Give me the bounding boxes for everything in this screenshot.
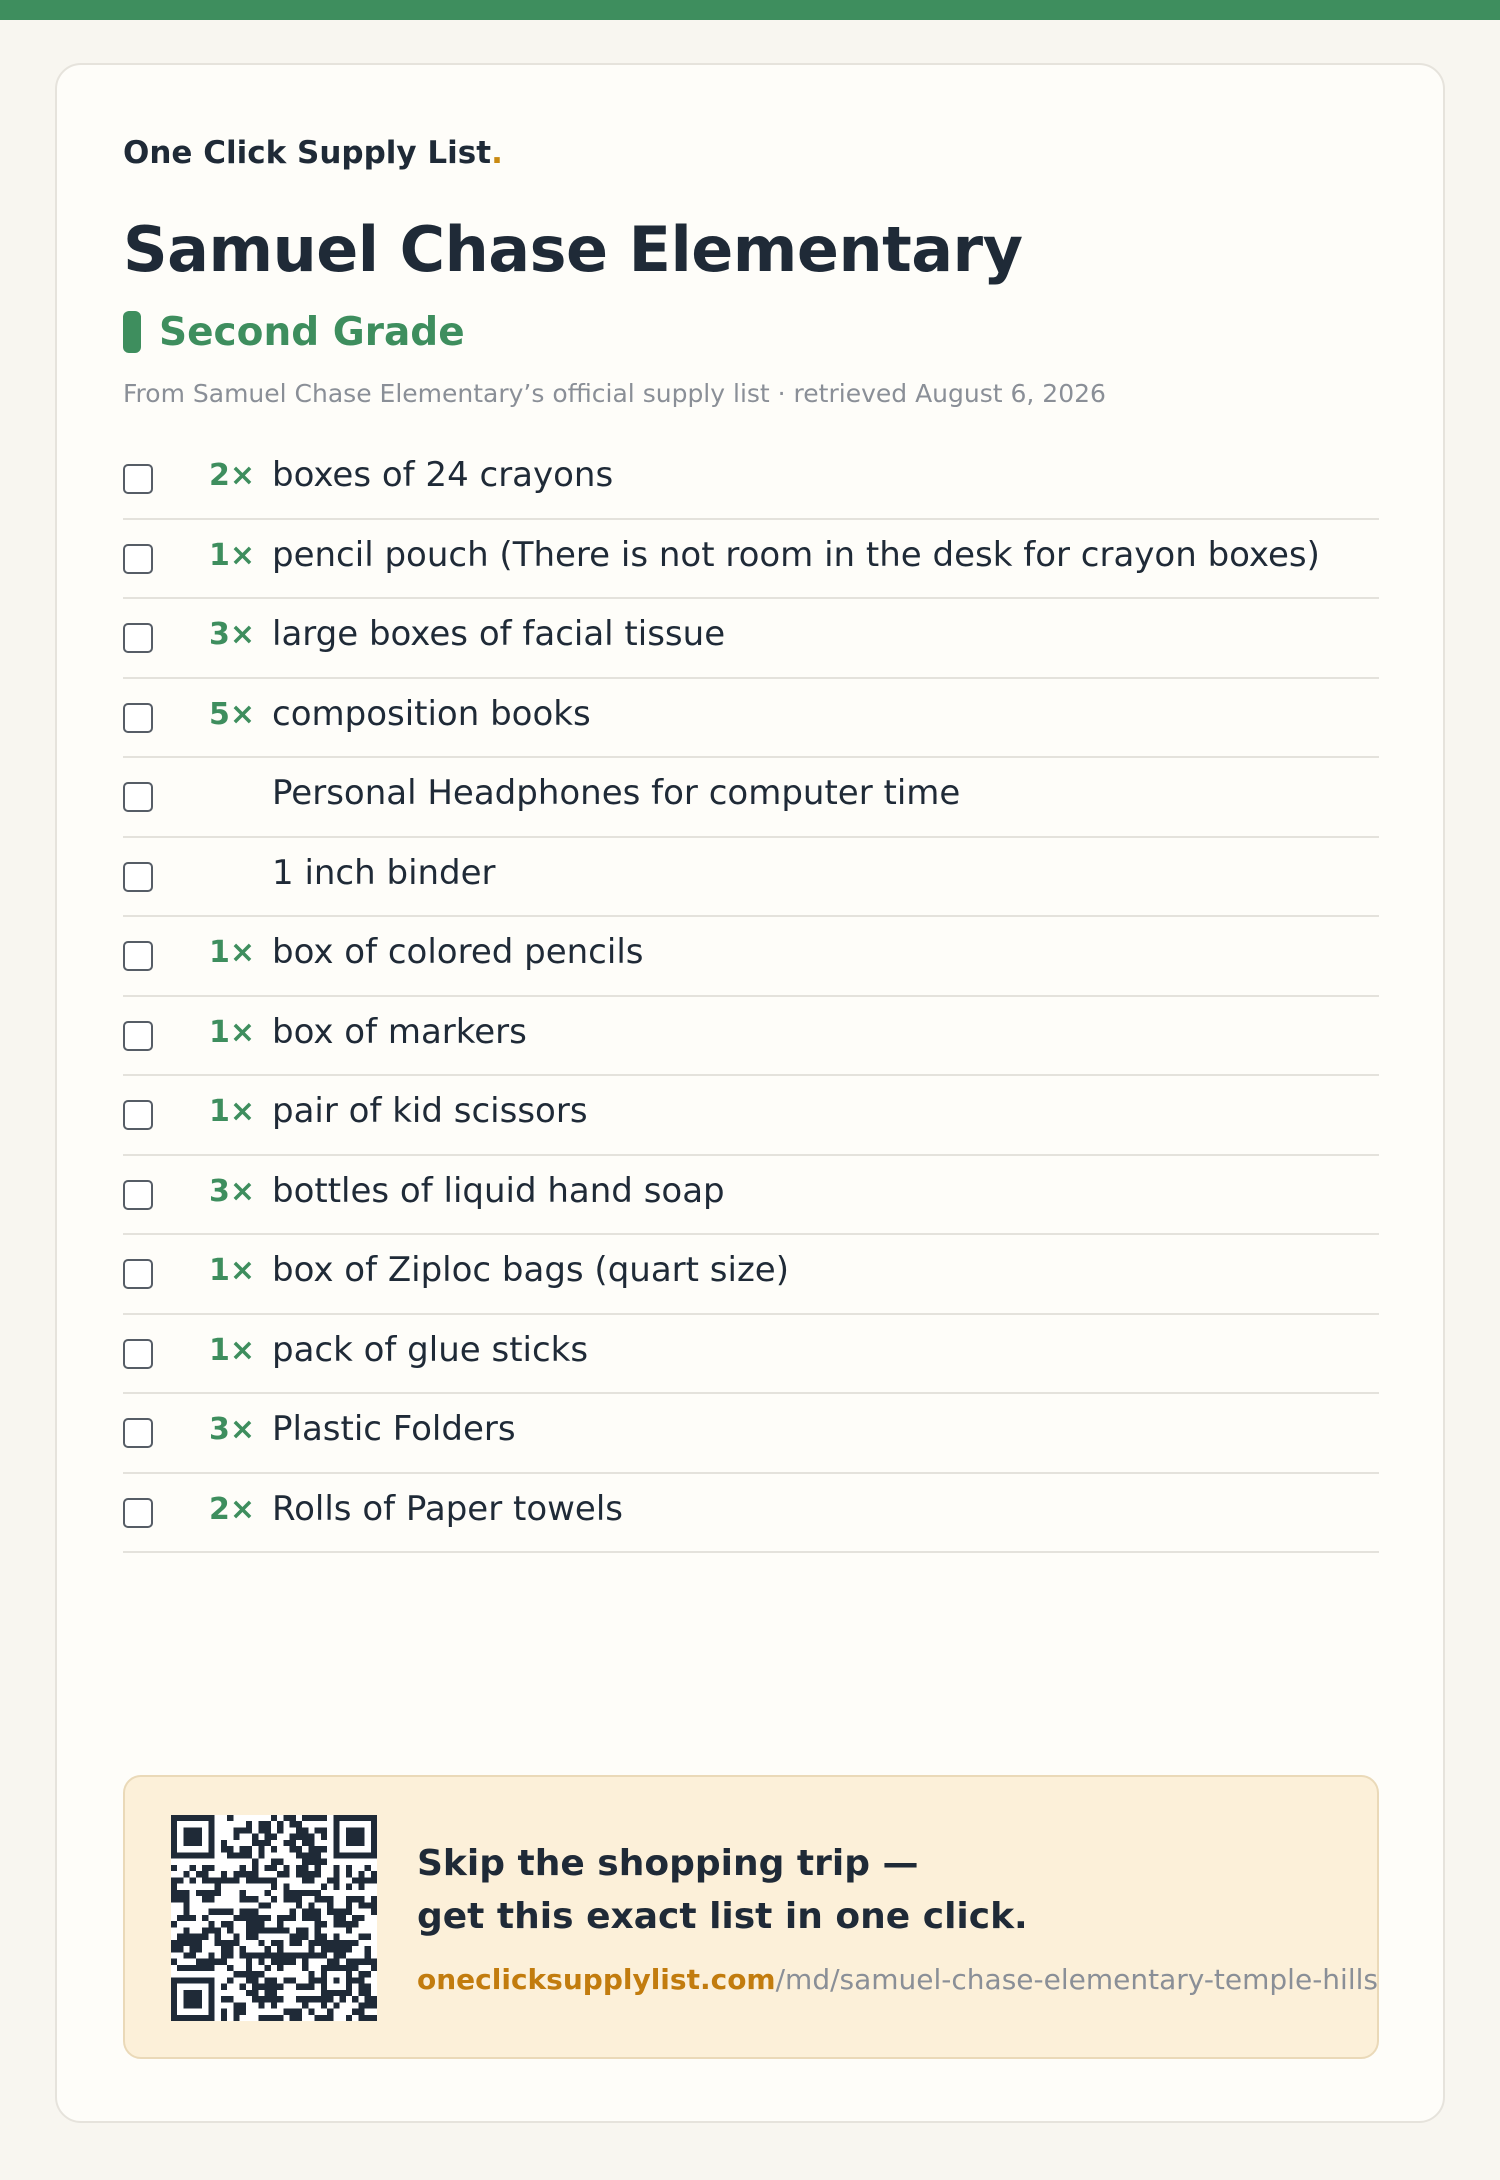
item-name: pack of glue sticks <box>272 1329 589 1370</box>
top-accent-bar <box>0 0 1500 20</box>
source-note: From Samuel Chase Elementary’s official supply list · retrieved August 6, 2026 <box>123 379 1106 408</box>
item-quantity: 1× <box>209 935 256 970</box>
list-item <box>123 838 1379 918</box>
item-quantity: 1× <box>209 1094 256 1129</box>
list-item <box>123 1474 1379 1554</box>
item-name: large boxes of facial tissue <box>272 614 726 654</box>
list-item <box>123 758 1379 838</box>
item-name: box of colored pencils <box>272 932 644 972</box>
item-name: pencil pouch (There is not room in the desk for crayon boxes) <box>272 534 1320 575</box>
item-name: Rolls of Paper towels <box>272 1488 624 1529</box>
grade-marker <box>123 311 141 353</box>
item-checkbox[interactable] <box>123 464 153 494</box>
list-item <box>123 997 1379 1077</box>
list-item <box>123 1076 1379 1156</box>
grade-heading <box>123 309 465 355</box>
school-title: Samuel Chase Elementary <box>123 213 1023 286</box>
promo-url-path: /md/samuel-chase-elementary-temple-hills <box>775 1963 1378 1996</box>
item-checkbox[interactable] <box>123 623 153 653</box>
list-item <box>123 1156 1379 1236</box>
promo-link[interactable] <box>417 1963 1378 1996</box>
item-checkbox[interactable] <box>123 1259 153 1289</box>
item-checkbox[interactable] <box>123 1100 153 1130</box>
item-quantity: 3× <box>209 1173 256 1209</box>
item-name: pair of kid scissors <box>272 1091 588 1131</box>
item-quantity: 1× <box>209 1014 256 1050</box>
grade-label: Second Grade <box>159 309 465 355</box>
brand-name: One Click Supply List <box>123 135 492 171</box>
list-item <box>123 1235 1379 1315</box>
item-name: box of markers <box>272 1011 527 1052</box>
item-name: 1 inch binder <box>272 852 496 893</box>
promo-url-domain: oneclicksupplylist.com <box>417 1963 776 1996</box>
list-item <box>123 679 1379 759</box>
item-checkbox[interactable] <box>123 703 153 733</box>
list-item <box>123 440 1379 520</box>
list-item <box>123 1315 1379 1395</box>
item-name: bottles of liquid hand soap <box>272 1170 725 1211</box>
supply-items-list <box>123 440 1379 1553</box>
promo-banner <box>123 1775 1379 2059</box>
qr-code[interactable] <box>171 1815 377 2021</box>
item-checkbox[interactable] <box>123 862 153 892</box>
item-checkbox[interactable] <box>123 1339 153 1369</box>
item-checkbox[interactable] <box>123 1498 153 1528</box>
item-quantity: 2× <box>209 458 256 493</box>
item-name: box of Ziploc bags (quart size) <box>272 1250 789 1290</box>
item-checkbox[interactable] <box>123 941 153 971</box>
list-item <box>123 1394 1379 1474</box>
promo-headline <box>417 1837 1028 1943</box>
item-checkbox[interactable] <box>123 782 153 812</box>
item-quantity: 3× <box>209 617 256 652</box>
item-quantity: 5× <box>209 696 256 732</box>
item-name: composition books <box>272 693 591 734</box>
item-checkbox[interactable] <box>123 1180 153 1210</box>
supply-list-card <box>55 63 1445 2123</box>
item-name: Plastic Folders <box>272 1409 516 1449</box>
item-checkbox[interactable] <box>123 1021 153 1051</box>
item-quantity: 1× <box>209 1332 256 1368</box>
list-item <box>123 520 1379 600</box>
item-name: Personal Headphones for computer time <box>272 773 961 813</box>
brand-dot: . <box>491 135 503 171</box>
item-checkbox[interactable] <box>123 544 153 574</box>
list-item <box>123 599 1379 679</box>
item-name: boxes of 24 crayons <box>272 455 614 495</box>
item-checkbox[interactable] <box>123 1418 153 1448</box>
item-quantity: 1× <box>209 1253 256 1288</box>
item-quantity: 3× <box>209 1412 256 1447</box>
promo-headline-line1: Skip the shopping trip — <box>417 1843 919 1884</box>
list-item <box>123 917 1379 997</box>
item-quantity: 2× <box>209 1491 256 1527</box>
promo-headline-line2: get this exact list in one click. <box>417 1896 1028 1937</box>
brand-logo[interactable] <box>123 135 503 171</box>
item-quantity: 1× <box>209 537 256 573</box>
